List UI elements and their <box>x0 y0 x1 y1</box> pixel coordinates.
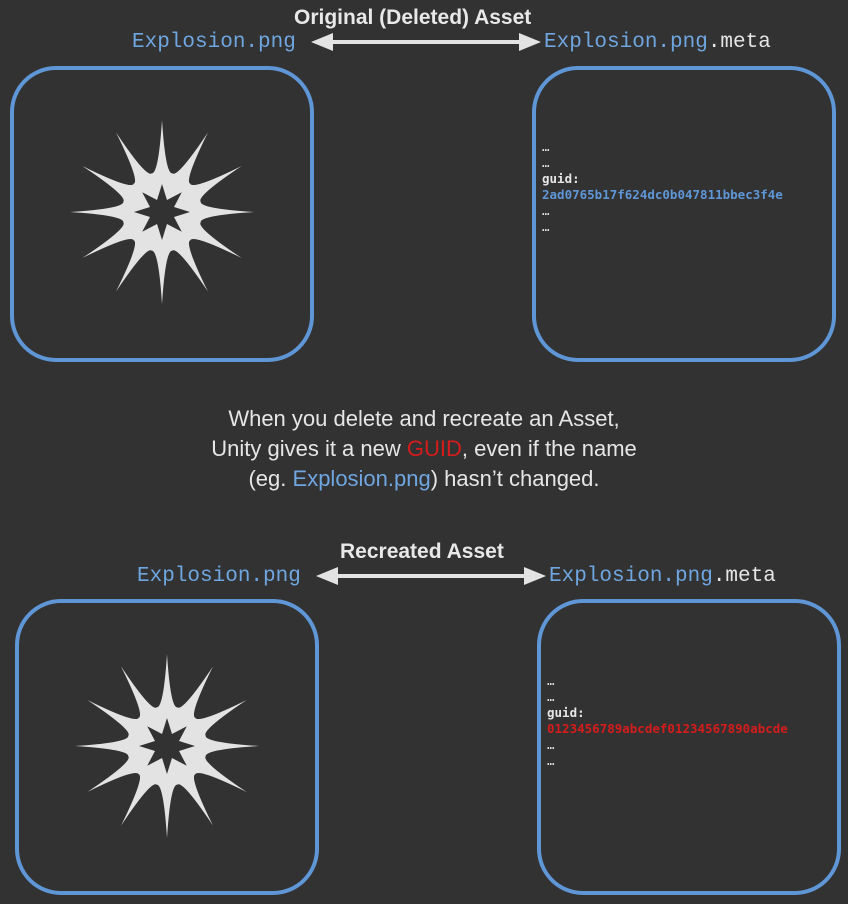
recreated-meta-line-5: … <box>547 737 555 752</box>
original-meta-line-5: … <box>542 203 550 218</box>
original-asset-filename: Explosion.png <box>132 31 296 54</box>
explanation-line-2-before: Unity gives it a new <box>211 436 407 461</box>
recreated-meta-line-1: … <box>547 673 555 688</box>
recreated-meta-line-6: … <box>547 753 555 768</box>
recreated-explosion-star-icon <box>72 651 262 841</box>
explanation-line-3 <box>0 464 848 494</box>
recreated-asset-filename: Explosion.png <box>137 565 301 588</box>
recreated-meta-content <box>547 673 788 769</box>
recreated-meta-filename-base: Explosion.png <box>549 565 713 588</box>
explanation-line-2 <box>0 434 848 464</box>
explanation-filename-highlight: Explosion.png <box>292 466 431 491</box>
explanation-line-2-after: , even if the name <box>461 436 637 461</box>
explanation-text <box>0 404 848 494</box>
original-guid-key: guid: <box>542 171 580 186</box>
recreated-double-arrow-icon <box>316 565 546 587</box>
original-meta-line-1: … <box>542 139 550 154</box>
explanation-line-3-before: (eg. <box>248 466 293 491</box>
original-guid-value: 2ad0765b17f624dc0b047811bbec3f4e <box>542 187 783 202</box>
explanation-guid-highlight: GUID <box>406 436 462 461</box>
explanation-line-3-after: ) hasn’t changed. <box>430 466 600 491</box>
original-meta-line-2: … <box>542 155 550 170</box>
recreated-guid-key: guid: <box>547 705 585 720</box>
recreated-section-title: Recreated Asset <box>340 540 504 563</box>
recreated-meta-line-2: … <box>547 689 555 704</box>
original-meta-content <box>542 139 783 235</box>
recreated-meta-filename <box>549 565 776 588</box>
original-meta-filename-ext: .meta <box>707 31 771 54</box>
original-meta-filename-base: Explosion.png <box>544 31 708 54</box>
original-explosion-star-icon <box>67 117 257 307</box>
original-double-arrow-icon <box>311 31 541 53</box>
original-meta-line-6: … <box>542 219 550 234</box>
explanation-line-1: When you delete and recreate an Asset, <box>228 406 620 431</box>
recreated-meta-filename-ext: .meta <box>712 565 776 588</box>
recreated-guid-value: 0123456789abcdef01234567890abcde <box>547 721 788 736</box>
original-meta-filename <box>544 31 771 54</box>
original-section-title: Original (Deleted) Asset <box>294 6 532 29</box>
